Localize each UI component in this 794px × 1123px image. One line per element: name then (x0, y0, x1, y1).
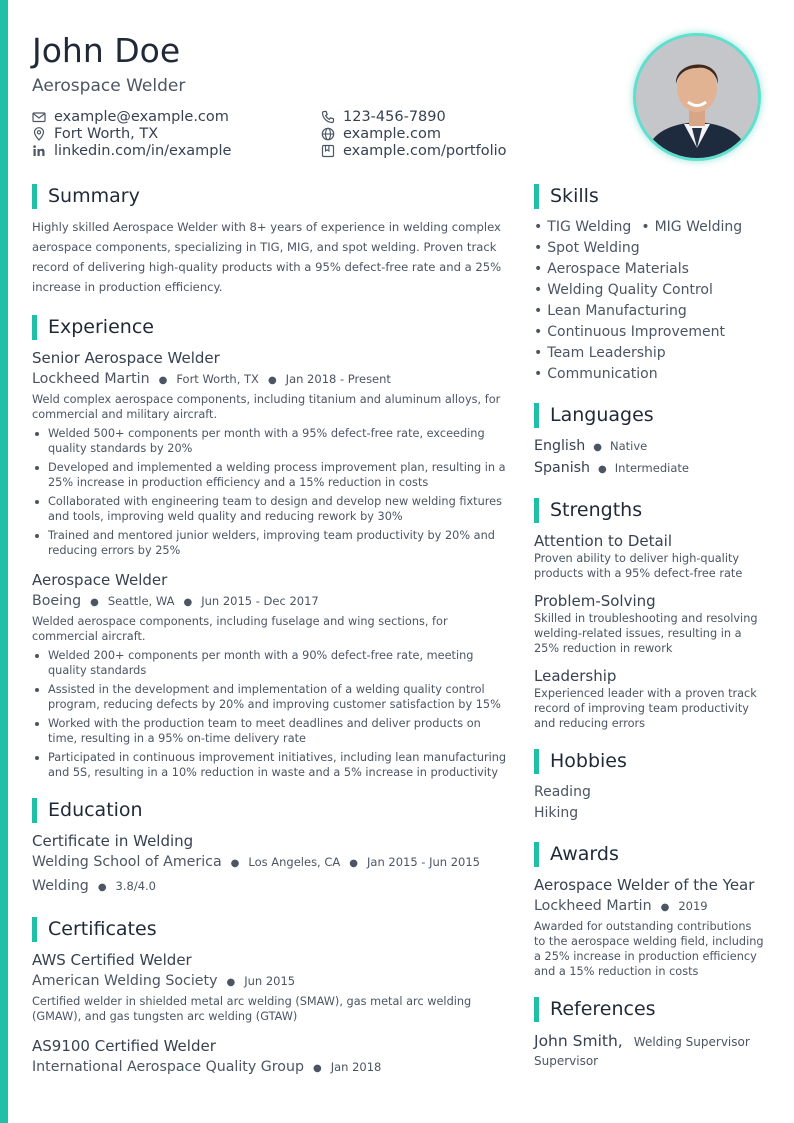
strength-description: Experienced leader with a proven track record of improving team productivity and reducing errors (534, 687, 757, 730)
list-item: Developed and implemented a welding process improvement plan, resulting in a 25% increase in production efficiency and a 15% reduction in costs (32, 460, 510, 490)
linkedin-icon (32, 144, 46, 158)
job-role: Senior Aerospace Welder (32, 349, 220, 367)
language-item: English ● Native (534, 436, 766, 458)
certificate-meta: American Welding Society ● Jun 2015 (32, 970, 510, 994)
skill-item: • Communication (534, 364, 658, 385)
strength-name: Leadership (534, 667, 617, 685)
candidate-name: John Doe (32, 31, 181, 70)
certificate-name: AS9100 Certified Welder (32, 1037, 216, 1055)
job-location: Fort Worth, TX (176, 372, 259, 386)
certificate-entry (32, 1036, 510, 1080)
contact-phone[interactable] (321, 108, 507, 125)
email-text: example@example.com (54, 108, 229, 125)
awards-heading: Awards (550, 843, 619, 865)
skill-item: • Spot Welding (534, 238, 640, 259)
portfolio-text: example.com/portfolio (343, 142, 507, 159)
list-item: Trained and mentored junior welders, improving team productivity by 20% and reducing errors by 25% (32, 528, 510, 558)
skill-item: • MIG Welding (641, 217, 742, 238)
languages-section (534, 402, 766, 480)
certificate-name: AWS Certified Welder (32, 951, 192, 969)
skills-list (534, 217, 766, 385)
phone-icon (321, 110, 335, 124)
references-heading: References (550, 998, 656, 1020)
job-description: Welded aerospace components, including fuselage and wing sections, for commercial aircraft. (32, 615, 448, 643)
education-gpa: 3.8/4.0 (115, 879, 156, 893)
language-level: Native (609, 439, 648, 453)
list-item: Assisted in the development and implementation of a welding quality control program, reducing defects by 20% and improving customer satisfaction by 15% (32, 682, 510, 712)
strength-description: Proven ability to deliver high-quality products with a 95% defect-free rate (534, 552, 743, 580)
list-item: Worked with the production team to meet deadlines and deliver products on time, resulting in a 95% on-time delivery rate (32, 716, 510, 746)
certificates-section (32, 916, 510, 1080)
job-role: Aerospace Welder (32, 571, 168, 589)
list-item: Welded 200+ components per month with a 90% defect-free rate, meeting quality standards (32, 648, 510, 678)
award-description: Awarded for outstanding contributions to the aerospace welding field, including a 25% increase in production efficiency and a 15% reduction in costs (534, 920, 764, 978)
experience-section (32, 314, 510, 780)
references-section (534, 996, 766, 1069)
email-icon (32, 110, 46, 124)
accent-bar (0, 0, 8, 1123)
section-heading (534, 748, 766, 774)
phone-text: 123-456-7890 (343, 108, 446, 125)
certificate-date: Jan 2018 (330, 1060, 382, 1074)
award-meta: Lockheed Martin ● 2019 (534, 895, 766, 919)
list-item: Participated in continuous improvement initiatives, including lean manufacturing and 5S, resulting in a 10% reduction in waste and a 5% increase in productivity (32, 750, 510, 780)
strength-description: Skilled in troubleshooting and resolving welding-related issues, resulting in a 25% reduction in rework (534, 612, 758, 655)
globe-icon (321, 127, 335, 141)
job-bullets (32, 648, 510, 780)
section-heading (32, 916, 510, 942)
location-pin-icon (32, 127, 46, 141)
contact-website[interactable] (321, 125, 507, 142)
profile-photo (633, 33, 761, 161)
education-field: Welding (32, 878, 89, 894)
section-heading (32, 797, 510, 823)
section-heading (32, 183, 510, 209)
location-text: Fort Worth, TX (54, 125, 159, 142)
strength-item (534, 531, 766, 581)
job-meta: Lockheed Martin ● Fort Worth, TX ● Jan 2018 - Present (32, 368, 510, 392)
portfolio-icon (321, 144, 335, 158)
contact-linkedin[interactable] (32, 142, 231, 159)
job-title: Aerospace Welder (32, 76, 186, 96)
hobby-item: Reading (534, 784, 591, 800)
language-level: Intermediate (614, 461, 689, 475)
hobby-item: Hiking (534, 805, 579, 821)
section-heading (534, 497, 766, 523)
job-dates: Jan 2018 - Present (285, 372, 391, 386)
experience-heading: Experience (48, 316, 154, 338)
section-heading (534, 841, 766, 867)
strength-item (534, 666, 766, 731)
job-description: Weld complex aerospace components, including titanium and aluminum alloys, for commercial and military aircraft. (32, 393, 501, 421)
hobbies-section (534, 748, 766, 824)
education-section (32, 797, 510, 899)
skills-section (534, 183, 766, 385)
summary-text: Highly skilled Aerospace Welder with 8+ years of experience in welding complex aerospace components, specializing in TIG, MIG, and spot welding. Proven track record of delivering high-quality products with a 95% defect-free rate and a 25% increase in production efficiency. (32, 220, 502, 294)
certificate-issuer: American Welding Society (32, 973, 218, 989)
contact-right (321, 108, 507, 159)
contact-left (32, 108, 231, 159)
awards-section (534, 841, 766, 979)
section-heading (534, 996, 766, 1022)
strengths-section (534, 497, 766, 731)
skill-item: • Continuous Improvement (534, 322, 725, 343)
main-column (32, 183, 510, 1097)
reference-item (534, 1030, 766, 1053)
education-location: Los Angeles, CA (248, 855, 341, 869)
job-entry (32, 348, 510, 558)
language-name: Spanish (534, 460, 591, 476)
skill-item: • Lean Manufacturing (534, 301, 687, 322)
strength-name: Attention to Detail (534, 532, 673, 550)
skill-item: • Aerospace Materials (534, 259, 689, 280)
education-heading: Education (48, 799, 143, 821)
skill-item: • Team Leadership (534, 343, 666, 364)
job-bullets (32, 426, 510, 558)
education-grade: Welding ● 3.8/4.0 (32, 875, 510, 899)
education-dates: Jan 2015 - Jun 2015 (367, 855, 481, 869)
certificate-description: Certified welder in shielded metal arc welding (SMAW), gas metal arc welding (GMAW), and gas tungsten arc welding (GTAW) (32, 995, 472, 1023)
strength-name: Problem-Solving (534, 592, 656, 610)
side-column (534, 183, 766, 1086)
hobbies-heading: Hobbies (550, 750, 627, 772)
language-item: Spanish ● Intermediate (534, 458, 766, 480)
job-company: Lockheed Martin (32, 371, 150, 387)
certificates-heading: Certificates (48, 918, 157, 940)
education-school: Welding School of America (32, 854, 222, 870)
reference-role: Welding Supervisor (633, 1035, 750, 1049)
education-meta: Welding School of America ● Los Angeles, CA ● Jan 2015 - Jun 2015 (32, 851, 510, 875)
section-heading (534, 402, 766, 428)
languages-heading: Languages (550, 404, 654, 426)
section-heading (534, 183, 766, 209)
website-text: example.com (343, 125, 441, 142)
certificate-date: Jun 2015 (244, 974, 296, 988)
education-degree: Certificate in Welding (32, 832, 194, 850)
contact-email[interactable] (32, 108, 231, 125)
language-name: English (534, 438, 586, 454)
skills-heading: Skills (550, 185, 599, 207)
certificate-entry (32, 950, 510, 1024)
job-entry (32, 570, 510, 780)
strength-item (534, 591, 766, 656)
summary-section (32, 183, 510, 297)
contact-location (32, 125, 231, 142)
reference-subtitle: Supervisor (534, 1054, 599, 1068)
award-issuer: Lockheed Martin (534, 898, 652, 914)
linkedin-text: linkedin.com/in/example (54, 142, 232, 159)
certificate-meta: International Aerospace Quality Group ● Jan 2018 (32, 1056, 510, 1080)
job-dates: Jun 2015 - Dec 2017 (201, 594, 319, 608)
award-name: Aerospace Welder of the Year (534, 876, 755, 894)
skill-item: • TIG Welding (534, 217, 631, 238)
contact-portfolio[interactable] (321, 142, 507, 159)
list-item: Welded 500+ components per month with a 95% defect-free rate, exceeding quality standards by 20% (32, 426, 510, 456)
strengths-heading: Strengths (550, 499, 643, 521)
job-meta: Boeing ● Seattle, WA ● Jun 2015 - Dec 2017 (32, 590, 510, 614)
list-item: Collaborated with engineering team to design and develop new welding fixtures and tools, improving weld quality and reducing rework by 30% (32, 494, 510, 524)
job-location: Seattle, WA (107, 594, 175, 608)
reference-name: John Smith, (534, 1032, 623, 1050)
job-company: Boeing (32, 593, 82, 609)
skill-item: • Welding Quality Control (534, 280, 713, 301)
summary-heading: Summary (48, 185, 140, 207)
award-year: 2019 (678, 899, 708, 913)
certificate-issuer: International Aerospace Quality Group (32, 1059, 304, 1075)
section-heading (32, 314, 510, 340)
